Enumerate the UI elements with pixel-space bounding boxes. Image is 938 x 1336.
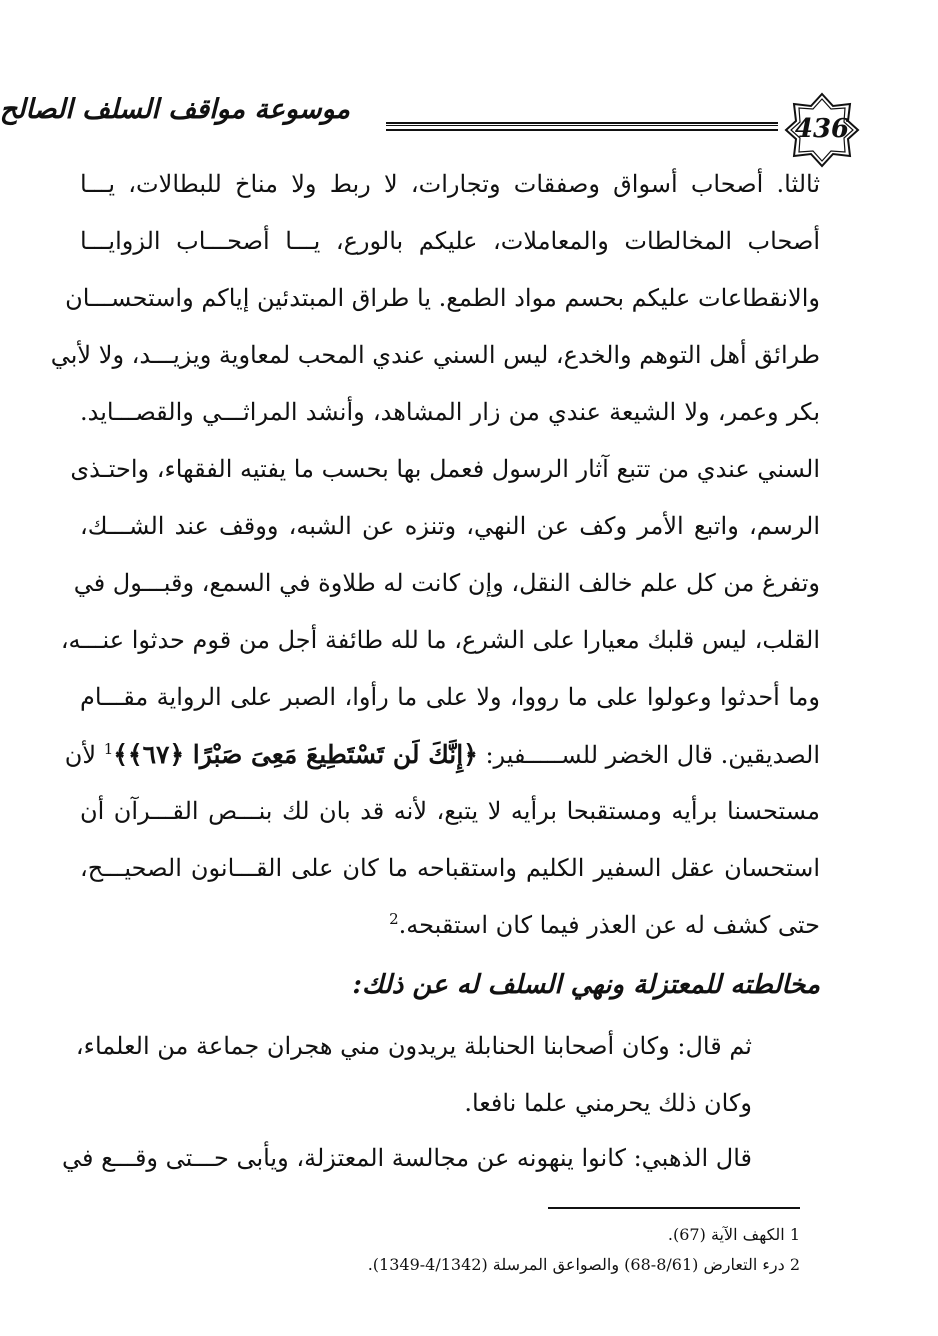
text-line: بكر وعمر، ولا الشيعة عندي من زار المشاهد، وأنشد المراثـــي والقصـــايد. bbox=[80, 398, 820, 426]
page-number: 436 bbox=[794, 114, 850, 144]
text-line: والانقطاعات عليكم بحسم مواد الطمع. يا طراق المبتدئين إياكم واستحســـان bbox=[65, 284, 820, 312]
paragraph-2 bbox=[75, 1018, 752, 1132]
footnotes bbox=[300, 1220, 800, 1280]
header-rule bbox=[386, 122, 778, 131]
footnote-ref[interactable]: 1 bbox=[103, 740, 114, 758]
text-line: القلب، ليس قلبك معيارا على الشرع، ما لله طائفة أجل من قوم حدثوا عنـــه، bbox=[60, 626, 820, 654]
text-line: مستحسنا برأيه ومستقبحا برأيه لا يتبع، لأنه قد بان لك بنـــص القـــرآن أن bbox=[80, 797, 820, 825]
main-text bbox=[50, 156, 820, 954]
quran-line-lead: الصديقين. قال الخضر للســـــفير: bbox=[477, 741, 820, 769]
text-line: ثم قال: وكان أصحابنا الحنابلة يريدون مني هجران جماعة من العلماء، bbox=[75, 1032, 752, 1060]
text-line: وتفرغ من كل علم خالف النقل، وإن كانت له طلاوة في السمع، وقبـــول في bbox=[73, 569, 820, 597]
quran-verse: ﴿إِنَّكَ لَن تَسْتَطِيعَ مَعِىَ صَبْرًا ﴿٦٧﴾﴾ bbox=[113, 740, 478, 769]
footnote-2: 2 درء التعارض (8/61-68) والصواعق المرسلة (4/1342-1349). bbox=[367, 1255, 800, 1274]
paragraph-end-text: حتى كشف له عن العذر فيما كان استقبحه. bbox=[398, 911, 820, 939]
quran-citation-line bbox=[64, 726, 820, 783]
text-line: وكان ذلك يحرمني علما نافعا. bbox=[464, 1089, 752, 1117]
text-line: وما أحدثوا وعولوا على ما رووا، ولا على ما رأوا، الصبر على الرواية مقـــام bbox=[80, 683, 820, 711]
footnote-1: 1 الكهف الآية (67). bbox=[667, 1225, 800, 1244]
text-line: طرائق أهل التوهم والخدع، ليس السني عندي المحب لمعاوية ويزيـــد، ولا لأبي bbox=[50, 341, 820, 369]
text-line: قال الذهبي: كانوا ينهونه عن مجالسة المعتزلة، ويأبى حـــتى وقـــع في bbox=[61, 1144, 752, 1172]
quran-line-tail: لأن bbox=[64, 741, 104, 769]
footnote-ref[interactable]: 2 bbox=[389, 910, 399, 928]
text-line: استحسان عقل السفير الكليم واستقباحه ما كان على القـــانون الصحيـــح، bbox=[80, 854, 820, 882]
footnote-separator bbox=[548, 1207, 800, 1209]
text-line: السني عندي من تتبع آثار الرسول فعمل بها بحسب ما يفتيه الفقهاء، واحتـذى bbox=[70, 455, 820, 483]
series-title: موسوعة مواقف السلف الصالح bbox=[0, 94, 350, 125]
text-line: ثالثا. أصحاب أسواق وصفقات وتجارات، لا ربط ولا مناخ للبطالات، يـــا bbox=[80, 170, 820, 198]
paragraph-3 bbox=[61, 1130, 752, 1187]
text-line-last bbox=[80, 897, 820, 954]
section-heading: مخالطته للمعتزلة ونهي السلف له عن ذلك: bbox=[352, 970, 820, 1000]
text-line: أصحاب المخالطات والمعاملات، عليكم بالورع، يـــا أصحـــاب الزوايـــا bbox=[80, 227, 820, 255]
text-line: الرسم، واتبع الأمر وكف عن النهي، وتنزه عن الشبه، ووقف عند الشـــك، bbox=[80, 512, 820, 540]
